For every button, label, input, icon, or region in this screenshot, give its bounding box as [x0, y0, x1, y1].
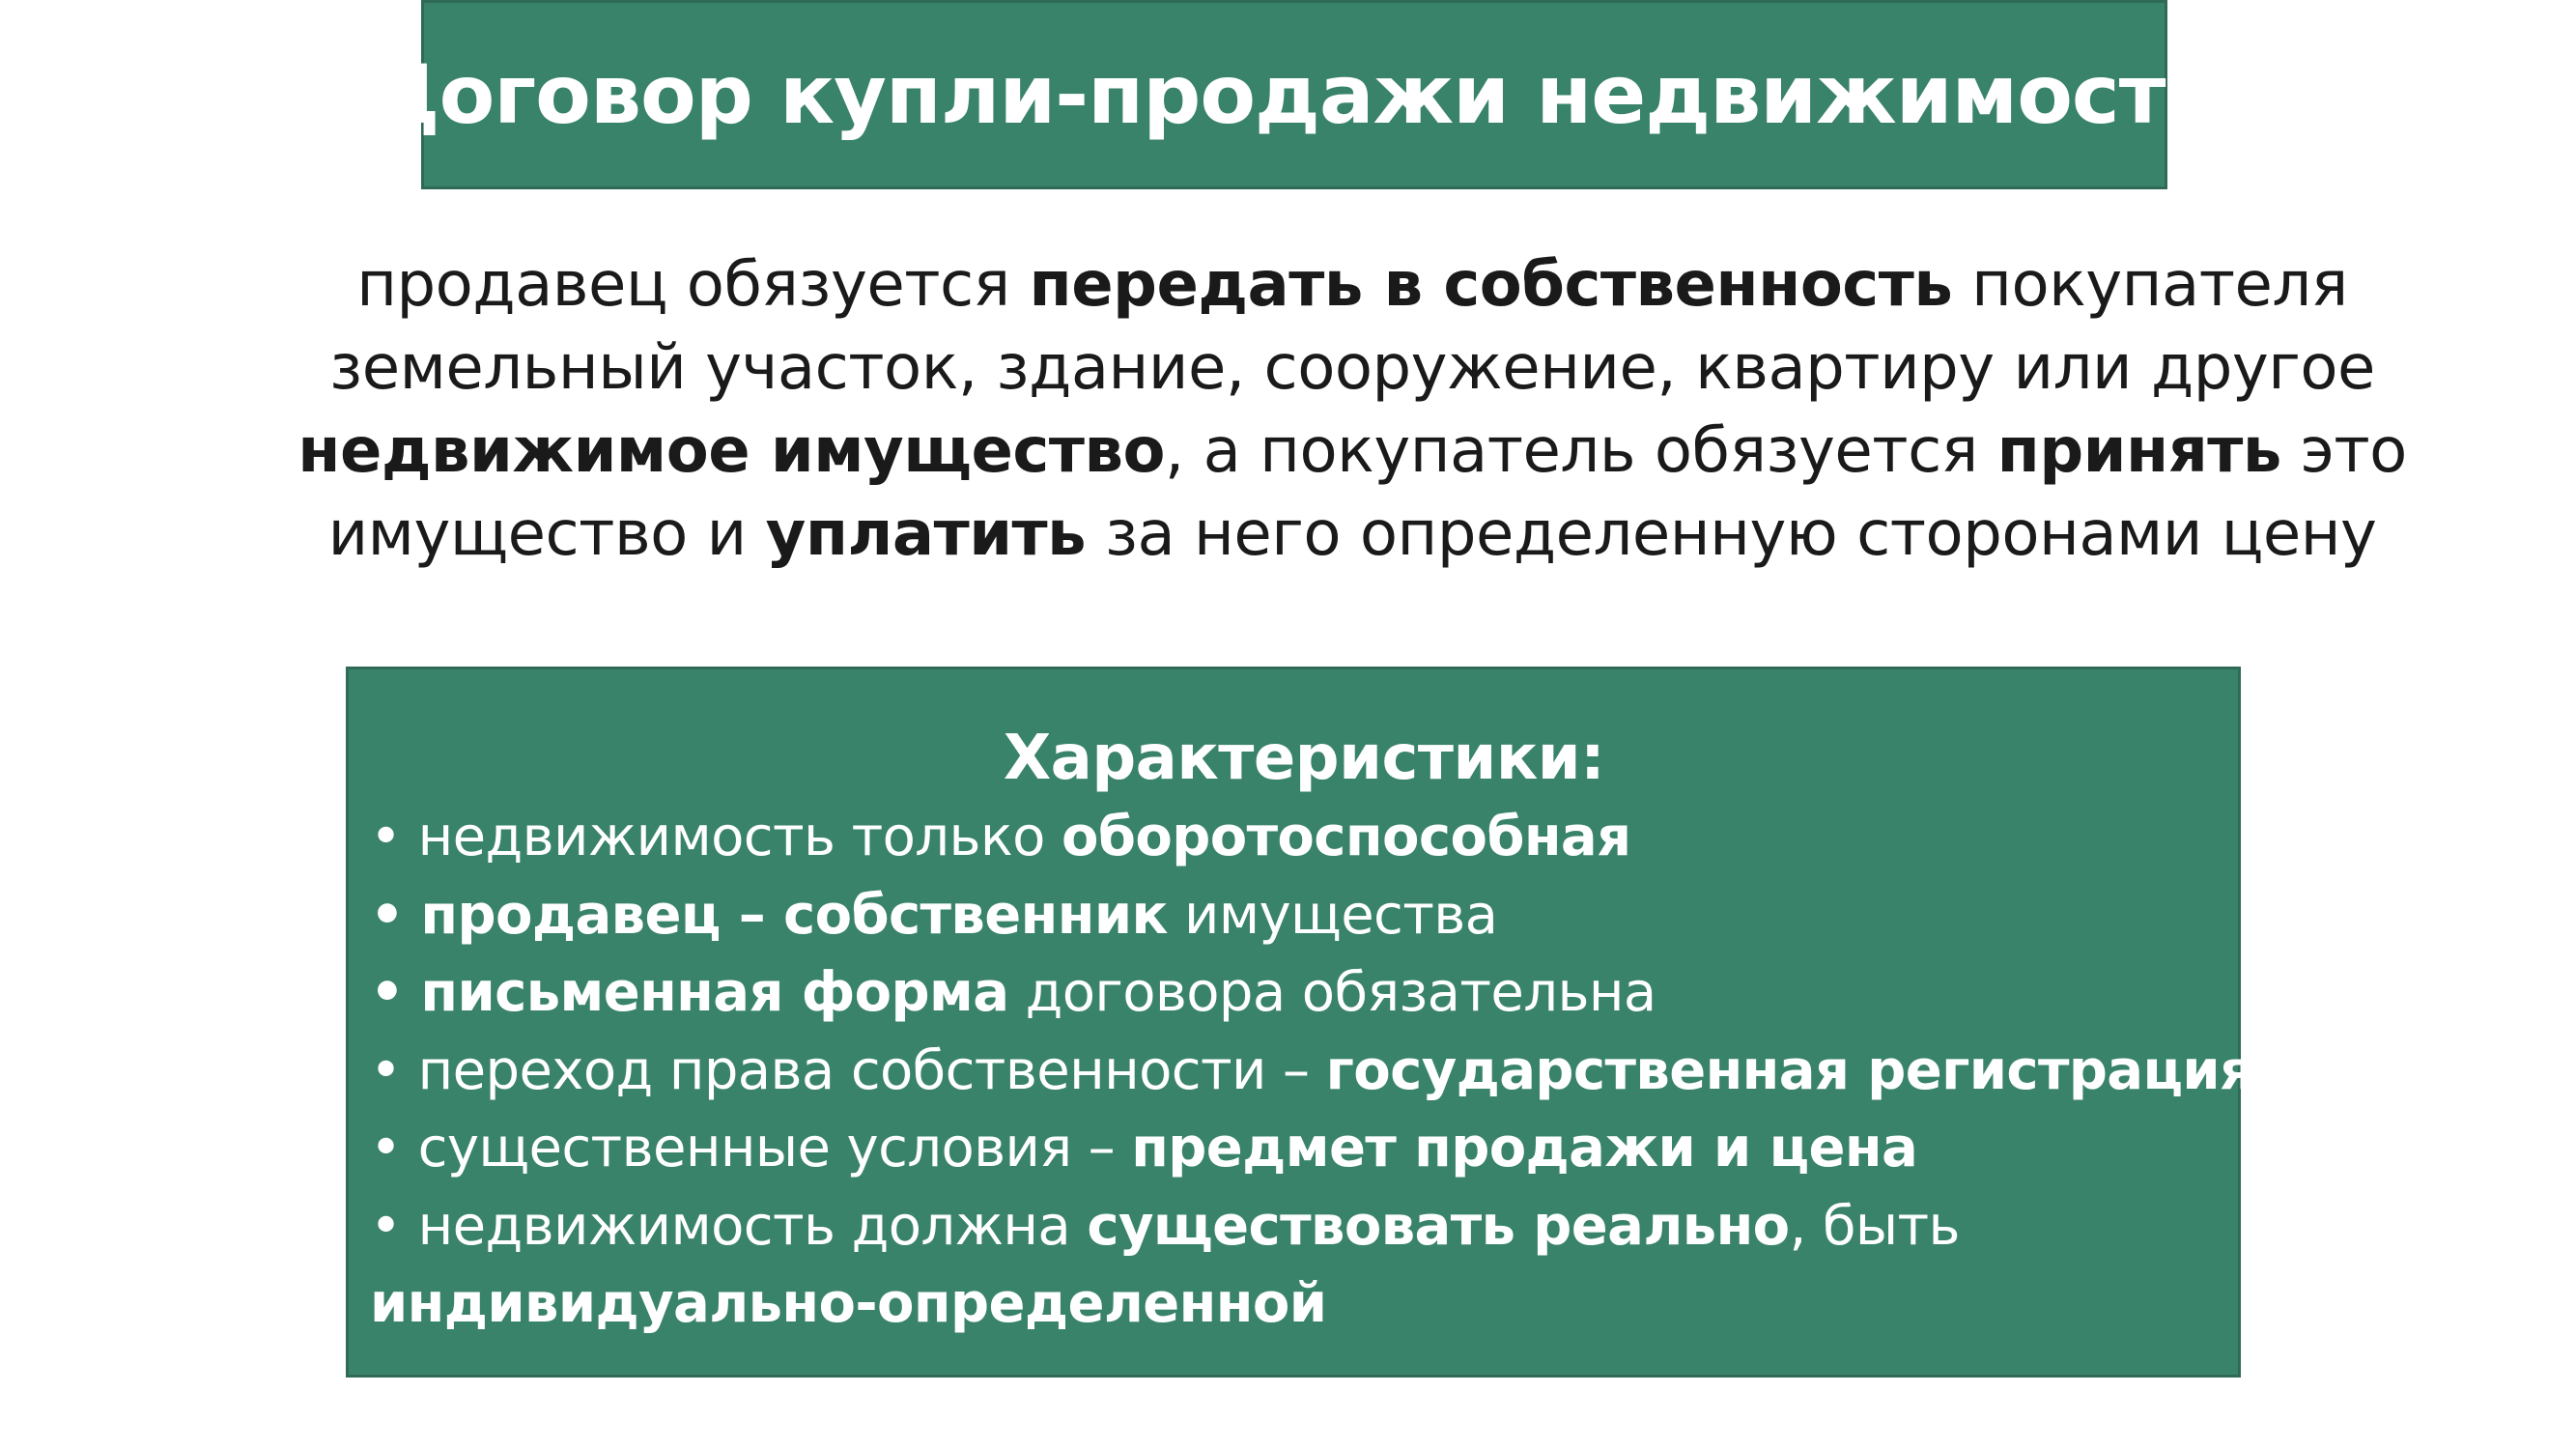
definition-line-3	[290, 410, 2415, 493]
item-bold-text: оборотоспособная	[1061, 806, 1631, 868]
bullet-icon: •	[370, 961, 405, 1024]
bullet-icon: •	[370, 806, 402, 868]
definition-line-4	[290, 493, 2415, 576]
item-text: существенные условия –	[417, 1117, 1132, 1179]
item-text: недвижимость должна	[417, 1194, 1088, 1258]
definition-bold-span: уплатить	[765, 498, 1087, 570]
item-bold-text: продавец – собственник	[420, 883, 1168, 947]
characteristics-list	[370, 799, 2254, 1344]
definition-line-1	[290, 243, 2415, 327]
list-item-continuation	[370, 1265, 2238, 1344]
list-item	[370, 799, 2238, 877]
bullet-icon: •	[370, 883, 405, 947]
title-banner	[367, 0, 2222, 189]
definition-text-span: это	[2280, 415, 2407, 487]
item-bold-text: предмет продажи и цена	[1131, 1117, 1918, 1179]
definition-text	[290, 243, 2415, 576]
item-bold-text: государственная регистрация	[1325, 1038, 2254, 1102]
item-text: , быть	[1789, 1194, 1960, 1258]
bullet-icon: •	[370, 1194, 402, 1258]
definition-bold-span: передать в собственность	[1029, 249, 1953, 321]
item-text: переход права собственности –	[417, 1038, 1326, 1102]
item-text: недвижимость только	[417, 806, 1062, 868]
definition-text-span: , а покупатель обязуется	[1164, 415, 1997, 487]
item-bold-text: существовать реально	[1087, 1194, 1790, 1258]
characteristics-heading: Характеристики:	[1003, 723, 1605, 794]
definition-text-span: продавец обязуется	[356, 249, 1030, 321]
list-item	[370, 1188, 2238, 1266]
list-item	[370, 877, 2238, 955]
item-text: имущества	[1167, 883, 1498, 947]
item-bold-text: письменная форма	[420, 961, 1009, 1024]
definition-bold-span: недвижимое имущество	[297, 415, 1165, 487]
list-item	[370, 1110, 2238, 1188]
list-item	[370, 1033, 2254, 1111]
definition-text-span: за него определенную сторонами цену	[1086, 498, 2377, 570]
bullet-icon: •	[370, 1038, 402, 1102]
bullet-icon: •	[370, 1117, 402, 1179]
item-bold-text: индивидуально-определенной	[370, 1272, 1327, 1335]
definition-text-span: покупателя	[1952, 249, 2348, 321]
item-text: договора обязательна	[1008, 961, 1656, 1024]
definition-text-span: земельный участок, здание, сооружение, квартиру или другое	[329, 332, 2375, 404]
list-item	[370, 954, 2238, 1033]
characteristics-panel	[346, 667, 2254, 1378]
page-title: Договор купли-продажи недвижимости	[367, 47, 2222, 142]
definition-bold-span: принять	[1996, 415, 2281, 487]
definition-text-span: имущество и	[327, 498, 766, 570]
definition-line-2	[290, 327, 2415, 410]
